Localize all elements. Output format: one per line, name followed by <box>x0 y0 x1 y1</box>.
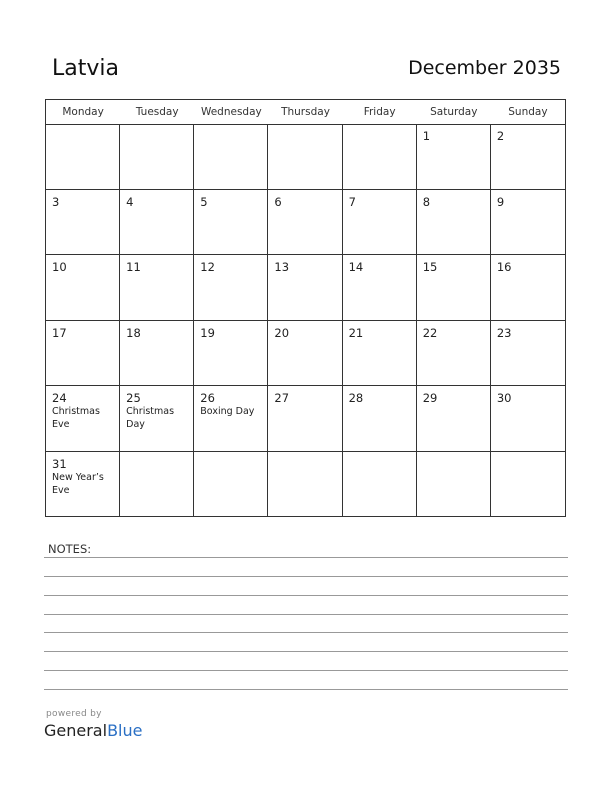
day-number: 8 <box>422 194 431 209</box>
day-cell <box>268 386 342 452</box>
day-cell <box>343 255 417 321</box>
calendar-body <box>46 124 565 517</box>
day-number: 1 <box>422 129 431 143</box>
day-number: 13 <box>274 260 290 274</box>
day-cell <box>268 321 342 387</box>
day-number: 20 <box>274 325 290 340</box>
day-number: 24 <box>52 391 67 405</box>
day-cell <box>343 190 417 256</box>
brand-general-text: General <box>44 721 108 740</box>
note-line <box>44 689 568 690</box>
day-cell <box>417 386 491 452</box>
day-cell <box>268 124 342 190</box>
note-line <box>44 651 568 652</box>
day-cell <box>417 452 491 518</box>
day-cell <box>343 386 417 452</box>
day-cell <box>194 190 268 256</box>
day-number: 23 <box>496 325 512 340</box>
note-line <box>44 576 568 577</box>
day-cell <box>491 190 565 256</box>
day-number: 16 <box>496 260 512 274</box>
day-cell <box>268 452 342 518</box>
day-number: 9 <box>496 194 505 209</box>
powered-by-text: powered by <box>46 709 102 719</box>
day-cell <box>194 255 268 321</box>
day-cell <box>491 452 565 518</box>
day-cell <box>120 321 194 387</box>
weekday-sunday: Sunday <box>508 106 548 118</box>
day-cell <box>491 321 565 387</box>
day-number: 15 <box>422 260 438 274</box>
day-number: 11 <box>126 260 141 274</box>
day-number: 2 <box>496 129 505 143</box>
day-cell <box>120 452 194 518</box>
day-cell <box>194 321 268 387</box>
weekday-friday: Friday <box>363 106 396 118</box>
day-number: 21 <box>348 325 364 340</box>
day-cell <box>120 124 194 190</box>
day-cell <box>417 321 491 387</box>
day-number: 27 <box>274 391 290 405</box>
day-number: 5 <box>200 194 208 209</box>
day-number: 25 <box>126 391 141 405</box>
day-number: 3 <box>52 194 60 209</box>
note-line <box>44 670 568 671</box>
calendar-grid <box>45 99 566 517</box>
month-year-title: December 2035 <box>408 57 561 79</box>
day-number: 26 <box>200 391 215 405</box>
day-number: 31 <box>52 456 67 471</box>
day-cell <box>46 386 120 452</box>
day-cell <box>46 452 120 518</box>
day-cell <box>194 386 268 452</box>
note-line <box>44 595 568 596</box>
day-cell <box>46 321 120 387</box>
day-cell <box>417 124 491 190</box>
generalblue-logo <box>44 721 142 740</box>
day-number: 30 <box>496 391 512 405</box>
holiday-label: New Year’s Eve <box>52 471 104 496</box>
day-cell <box>268 255 342 321</box>
day-number: 6 <box>274 194 282 209</box>
day-cell <box>491 386 565 452</box>
day-cell <box>417 255 491 321</box>
day-cell <box>46 124 120 190</box>
day-cell <box>120 190 194 256</box>
day-number: 7 <box>348 194 356 209</box>
notes-label: NOTES: <box>48 542 92 556</box>
day-cell <box>46 190 120 256</box>
day-cell <box>46 255 120 321</box>
holiday-label: Christmas Day <box>126 406 175 430</box>
day-cell <box>491 124 565 190</box>
day-cell <box>120 386 194 452</box>
country-title: Latvia <box>52 56 119 81</box>
day-cell <box>194 452 268 518</box>
day-number: 14 <box>348 260 364 274</box>
holiday-label: Boxing Day <box>200 406 255 417</box>
holiday-label: Christmas Eve <box>52 406 100 430</box>
day-cell <box>343 124 417 190</box>
day-cell <box>268 190 342 256</box>
weekday-tuesday: Tuesday <box>135 106 179 118</box>
day-cell <box>120 255 194 321</box>
weekday-saturday: Saturday <box>430 106 478 118</box>
day-number: 4 <box>126 194 134 209</box>
day-cell <box>343 321 417 387</box>
day-number: 17 <box>52 325 67 340</box>
day-cell <box>417 190 491 256</box>
day-number: 10 <box>52 260 67 274</box>
day-number: 12 <box>200 260 215 274</box>
day-number: 29 <box>422 391 438 405</box>
day-cell <box>194 124 268 190</box>
day-cell <box>343 452 417 518</box>
day-cell <box>491 255 565 321</box>
note-line <box>44 557 568 558</box>
day-number: 22 <box>422 325 438 340</box>
weekday-wednesday: Wednesday <box>200 106 262 118</box>
weekday-header-row <box>46 100 565 125</box>
day-number: 28 <box>348 391 364 405</box>
note-line <box>44 632 568 633</box>
weekday-thursday: Thursday <box>281 106 330 118</box>
day-number: 18 <box>126 325 141 340</box>
note-line <box>44 614 568 615</box>
weekday-monday: Monday <box>62 106 104 118</box>
day-number: 19 <box>200 325 215 340</box>
brand-blue-text: Blue <box>107 721 143 740</box>
